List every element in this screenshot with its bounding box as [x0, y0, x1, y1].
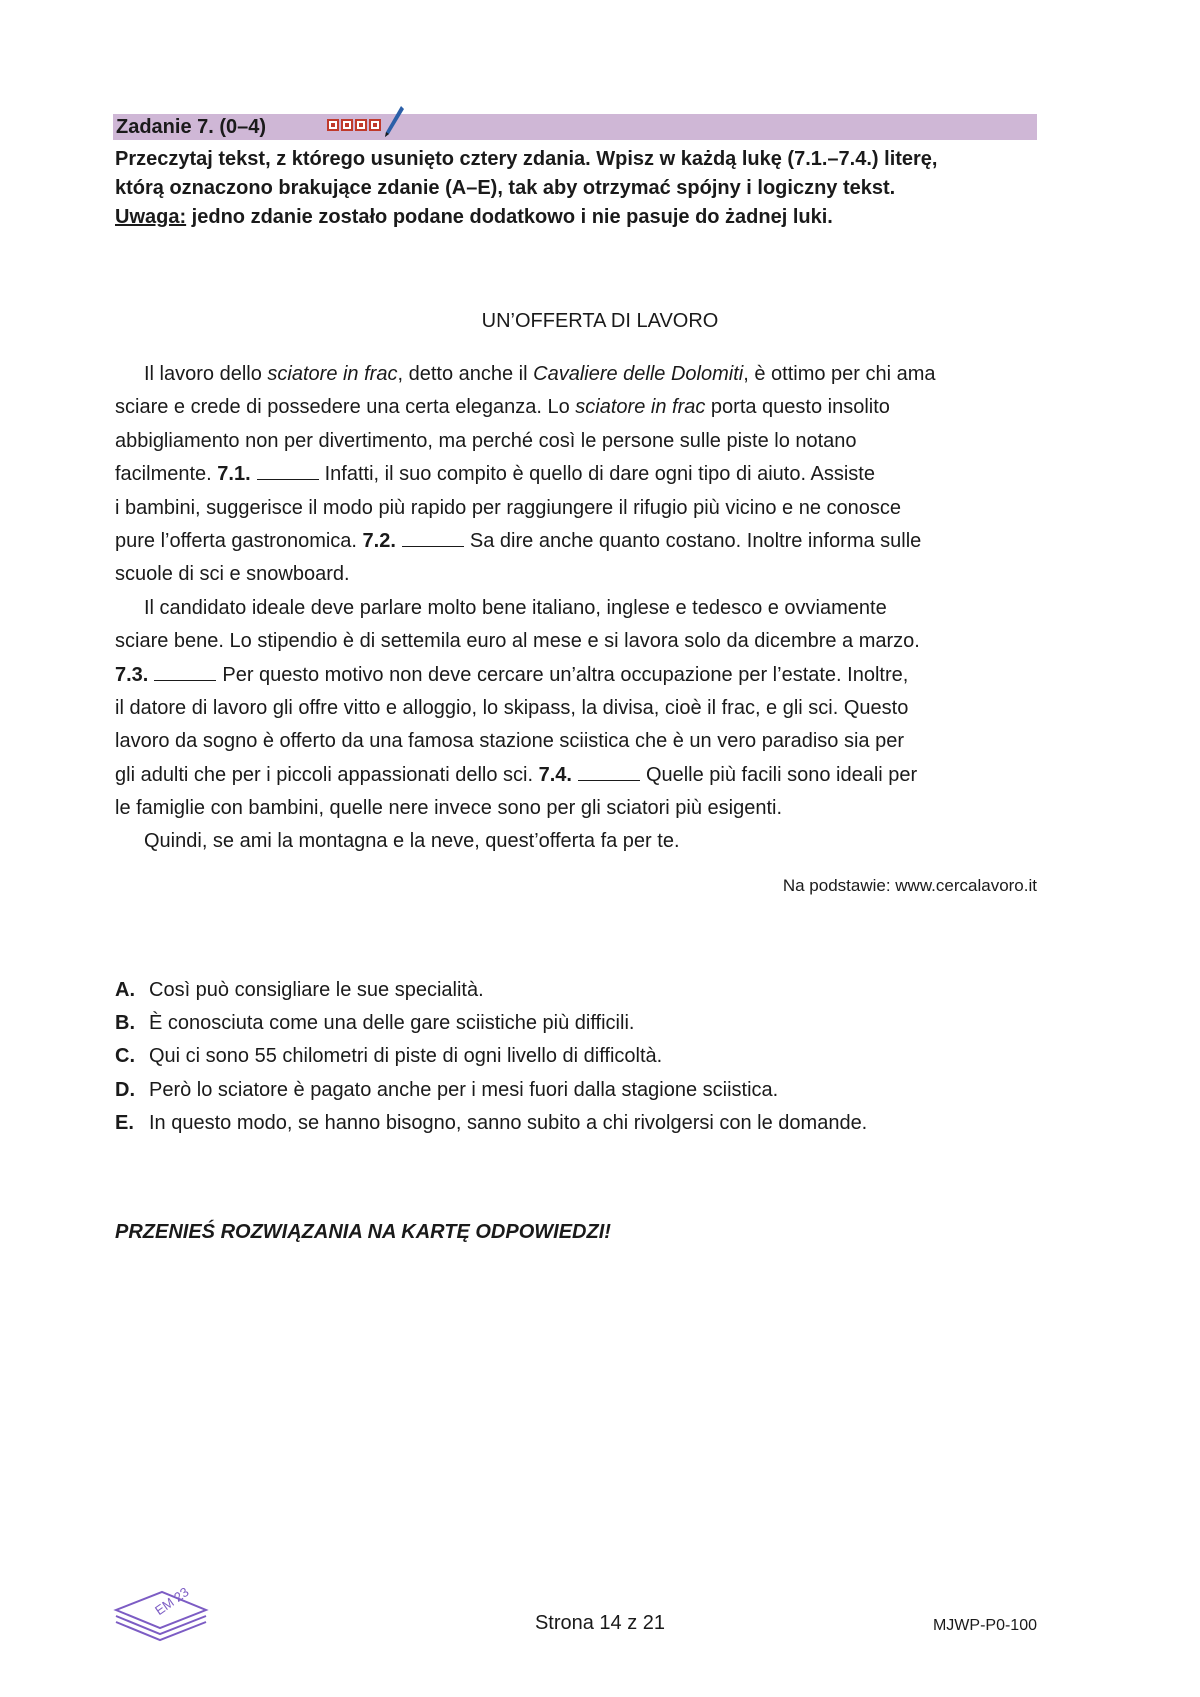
note-label: Uwaga: — [115, 206, 187, 228]
option-letter: E. — [115, 1111, 134, 1134]
skill-square-icon — [341, 119, 353, 131]
instruction-line: którą oznaczono brakujące zdanie (A–E), tak aby otrzymać spójny i logiczny tekst. — [115, 177, 896, 199]
answer-gap-7-3 — [154, 664, 216, 681]
source-note: Na podstawie: www.cercalavoro.it — [782, 876, 1037, 895]
text-line: Quindi, se ami la montagna e la neve, quest’offerta fa per te. — [144, 830, 680, 853]
skill-square-icon — [355, 119, 367, 131]
gap-label: 7.1. — [217, 463, 251, 486]
option-text: È conosciuta come una delle gare sciistiche più difficili. — [149, 1012, 635, 1035]
text-line: abbigliamento non per divertimento, ma perché così le persone sulle piste lo notano — [115, 429, 857, 452]
text-line: Il lavoro dello sciatore in frac, detto anche il Cavaliere delle Dolomiti, è ottimo per chi ama — [144, 363, 936, 385]
skill-icons — [327, 119, 381, 131]
transfer-answers-note: PRZENIEŚ ROZWIĄZANIA NA KARTĘ ODPOWIEDZI! — [115, 1221, 611, 1243]
instruction-note — [115, 203, 1045, 232]
option-text: In questo modo, se hanno bisogno, sanno subito a chi rivolgersi con le domande. — [149, 1111, 868, 1134]
option-item — [115, 1040, 867, 1073]
exam-code: MJWP-P0-100 — [932, 1617, 1037, 1634]
option-letter: D. — [115, 1078, 135, 1101]
pen-icon — [383, 104, 405, 140]
answer-options — [115, 974, 867, 1140]
instruction-line: Przeczytaj tekst, z którego usunięto cztery zdania. Wpisz w każdą lukę (7.1.–7.4.) literę, — [115, 148, 938, 170]
skill-square-icon — [369, 119, 381, 131]
note-text: jedno zdanie zostało podane dodatkowo i nie pasuje do żadnej luki. — [186, 206, 833, 228]
option-text: Però lo sciatore è pagato anche per i mesi fuori dalla stagione sciistica. — [149, 1078, 779, 1101]
logo-text: EM 23 — [152, 1584, 192, 1619]
text-line: il datore di lavoro gli offre vitto e alloggio, lo skipass, la divisa, cioè il frac, e gli sci. Questo — [115, 696, 909, 719]
text-line: le famiglie con bambini, quelle nere invece sono per gli sciatori più esigenti. — [115, 797, 783, 820]
text-line: scuole di sci e snowboard. — [115, 563, 350, 586]
text-line: facilmente. 7.1. Infatti, il suo compito è quello di dare ogni tipo di aiuto. Assiste — [115, 463, 875, 486]
task-instructions — [115, 145, 1045, 232]
text-line: lavoro da sogno è offerto da una famosa stazione sciistica che è un vero paradiso sia per — [115, 730, 904, 753]
text-line: pure l’offerta gastronomica. 7.2. Sa dire anche quanto costano. Inoltre informa sulle — [115, 529, 922, 552]
text-line: gli adulti che per i piccoli appassionati dello sci. 7.4. Quelle più facili sono ideali per — [115, 763, 918, 786]
skill-square-icon — [327, 119, 339, 131]
option-item — [115, 1074, 867, 1107]
text-line: i bambini, suggerisce il modo più rapido per raggiungere il rifugio più vicino e ne conosce — [115, 496, 902, 519]
gap-label: 7.2. — [362, 529, 396, 552]
option-item — [115, 1007, 867, 1040]
reading-text — [115, 358, 1045, 859]
text-line: sciare e crede di possedere una certa eleganza. Lo sciatore in frac porta questo insolito — [115, 396, 890, 419]
option-item — [115, 1107, 867, 1140]
task-header-bar — [113, 114, 1037, 140]
answer-gap-7-4 — [578, 764, 640, 781]
answer-gap-7-2 — [402, 530, 464, 547]
option-text: Qui ci sono 55 chilometri di piste di ogni livello di difficoltà. — [149, 1045, 663, 1068]
option-letter: B. — [115, 1012, 135, 1035]
option-text: Così può consigliare le sue specialità. — [149, 979, 484, 1001]
gap-label: 7.3. — [115, 663, 149, 686]
page-number: Strona 14 z 21 — [534, 1612, 666, 1634]
text-line: sciare bene. Lo stipendio è di settemila euro al mese e si lavora solo da dicembre a marzo. — [115, 630, 920, 653]
text-title: UN’OFFERTA DI LAVORO — [481, 310, 719, 332]
option-letter: A. — [115, 979, 135, 1001]
option-letter: C. — [115, 1045, 135, 1068]
gap-label: 7.4. — [538, 763, 572, 786]
task-title: Zadanie 7. (0–4) — [116, 116, 267, 138]
answer-gap-7-1 — [257, 463, 319, 480]
option-item — [115, 974, 867, 1007]
text-line: Il candidato ideale deve parlare molto bene italiano, inglese e tedesco e ovviamente — [144, 596, 887, 619]
text-line: 7.3. Per questo motivo non deve cercare un’altra occupazione per l’estate. Inoltre, — [115, 663, 909, 686]
